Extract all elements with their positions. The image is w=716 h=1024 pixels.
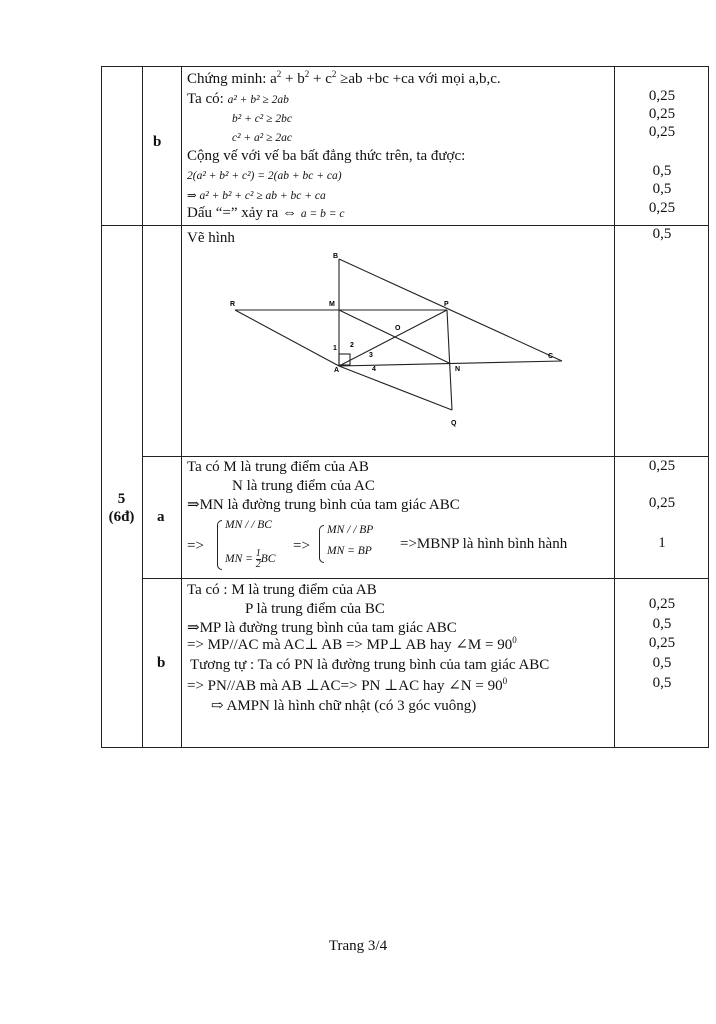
label-P: P [444,301,449,308]
part-label-b2: b [157,655,166,671]
angle-m-right: => MP//AC mà AC⊥ AB => MP⊥ AB hay ∠M = $90^0$ [187,635,517,653]
brace-left-1 [217,520,222,570]
angle-label-3: 3 [369,352,373,359]
midpoint-n: N là trung điểm của AC [232,478,375,494]
ineq-2: b² + c² ≥ 2bc [232,113,292,125]
ineq-1: Ta có: a² + b² ≥ 2ab [187,91,289,107]
system-line-2: MN = $\frac{1}{2}$ BC [225,548,276,570]
label-M: M [329,301,335,308]
score: 0,25 [648,596,676,612]
score: 0,5 [652,163,672,179]
angle-n-right: => PN//AB mà AB ⊥AC=> PN ⊥AC hay ∠N = $90^0$ [187,676,508,694]
score: 0,25 [648,88,676,104]
result-inequality: ⇒ a² + b² + c² ≥ ab + bc + ca [187,190,326,202]
midpoint-p: P là trung điểm của BC [245,601,385,617]
part-label-a: a [157,509,165,525]
drawing-label: Vẽ hình [187,230,235,246]
label-C: C [548,353,554,360]
score: 0,25 [648,458,676,474]
geometry-figure [220,245,580,440]
score: 0,25 [648,124,676,140]
score: 0,25 [648,495,676,511]
system-line-4: MN = BP [327,545,372,557]
score: 0,5 [652,655,672,671]
part-label-b: b [153,134,162,150]
score: 0,25 [648,106,676,122]
system-line-3: MN / / BP [327,524,374,536]
label-A: A [334,367,340,374]
score: 0,25 [648,200,676,216]
label-O: O [395,325,401,332]
midline-mn: ⇒MN là đường trung bình của tam giác ABC [187,497,460,513]
score: 0,5 [652,675,672,691]
question-label [101,490,142,526]
sum-equation: 2(a² + b² + c²) = 2(ab + bc + ca) [187,170,342,182]
midline-mp: ⇒MP là đường trung bình của tam giác ABC [187,620,457,636]
equality-condition: Dấu “=” xảy ra ⇔ a = b = c [187,205,345,221]
question-number: 5 [117,491,126,507]
score: 0,5 [652,616,672,632]
angle-label-1: 1 [333,345,337,352]
label-N: N [455,366,461,373]
score: 0,25 [648,635,676,651]
parallelogram-conclusion: =>MBNP là hình bình hành [400,536,568,552]
page-number: Trang 3/4 [328,938,388,954]
label-R: R [230,301,236,308]
rectangle-conclusion: ⇨ AMPN là hình chữ nhật (có 3 góc vuông) [211,698,477,714]
label-B: B [333,253,339,260]
sum-sentence: Cộng vế với vế ba bất đẳng thức trên, ta được: [187,148,466,164]
implies-2: => [293,538,310,554]
angle-label-4: 4 [372,366,376,373]
score: 1 [658,535,666,551]
angle-label-2: 2 [350,342,354,349]
label-Q: Q [451,420,457,427]
implies-1: => [187,538,204,554]
score: 0,5 [652,226,672,242]
system-line-1: MN / / BC [225,519,272,531]
proof-statement: Chứng minh: $a^2 + b^2 + c^2 \ge ab +bc +ca$ với mọi a,b,c. [187,69,501,87]
ineq-3: c² + a² ≥ 2ac [232,132,292,144]
brace-left-2 [319,525,324,563]
midpoint-m: Ta có M là trung điểm của AB [187,459,369,475]
question-points: (6đ) [108,509,135,525]
midpoint-m-2: Ta có : M là trung điểm của AB [187,582,377,598]
similar-pn: Tương tự : Ta có PN là đường trung bình của tam giác ABC [190,657,550,673]
score: 0,5 [652,181,672,197]
